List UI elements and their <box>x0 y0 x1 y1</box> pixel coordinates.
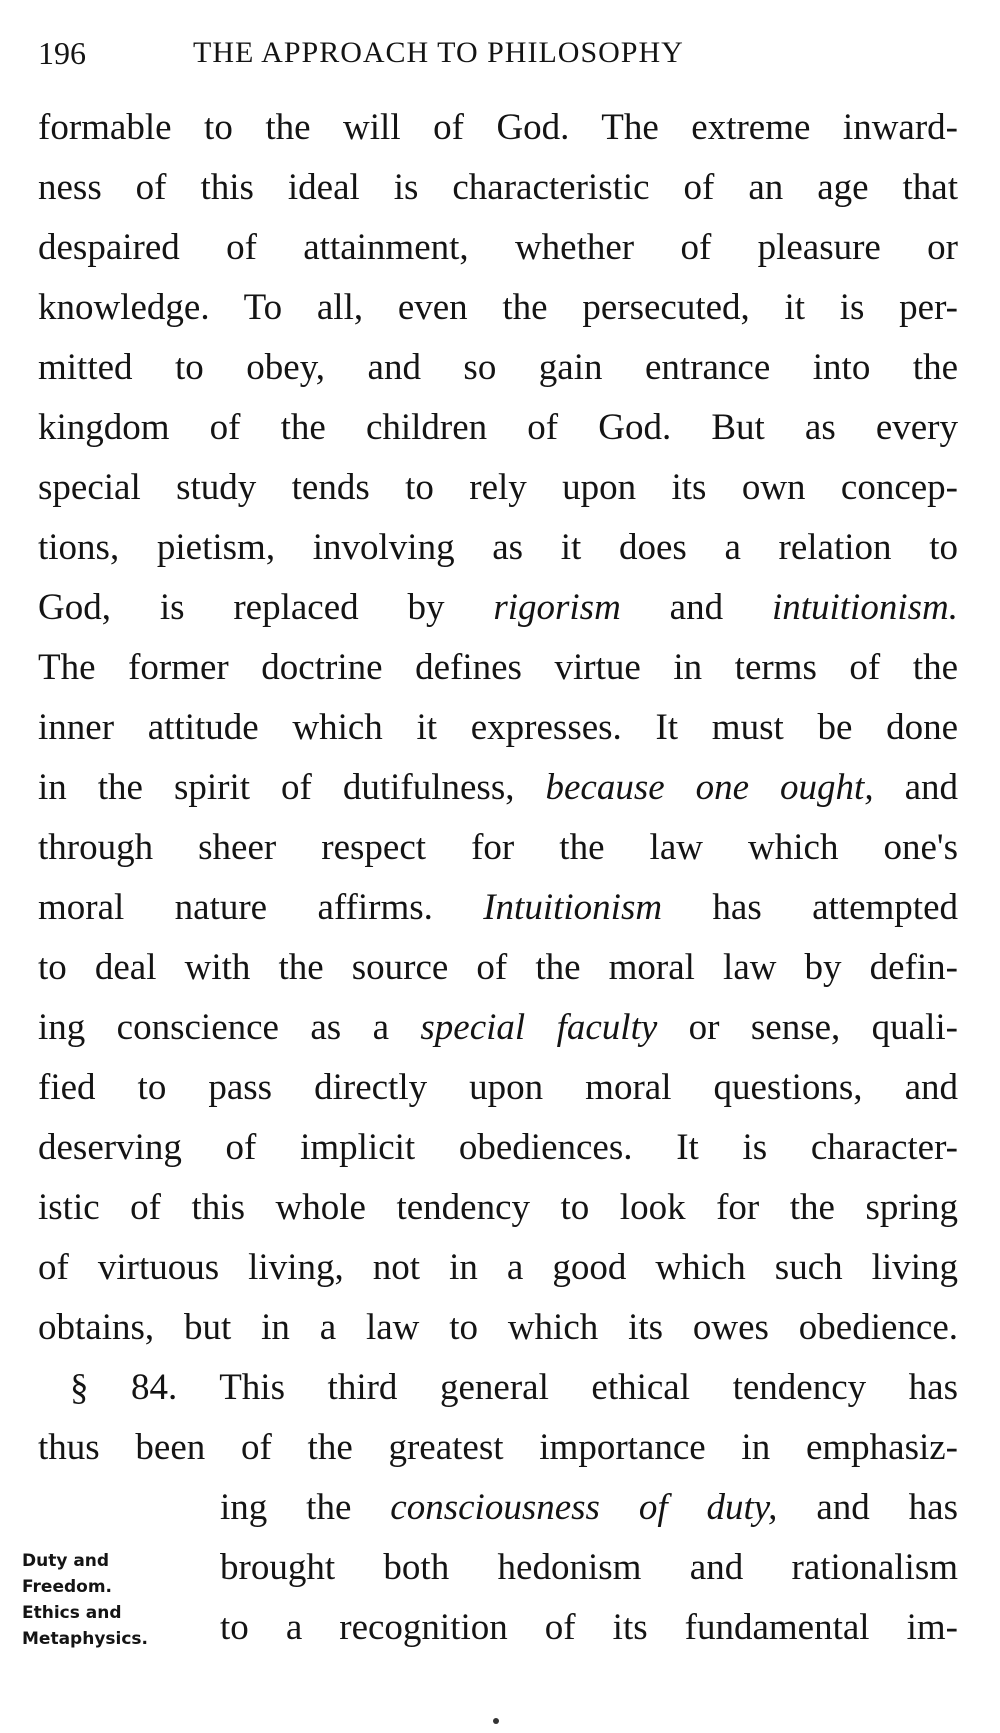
text-line: moral nature affirms. Intuitionism has attempted <box>38 887 958 928</box>
text-line: formable to the will of God. The extreme inward- <box>38 107 958 148</box>
margin-note-line: Duty and <box>22 1551 110 1571</box>
italic-term: consciousness of duty, <box>390 1487 778 1528</box>
text-line: tions, pietism, involving as it does a relation to <box>38 527 958 568</box>
text-line: to deal with the source of the moral law by defin- <box>38 947 958 988</box>
section-start-line: § 84. This third general ethical tendency has <box>70 1367 958 1408</box>
text-line: brought both hedonism and rationalism <box>220 1547 958 1588</box>
italic-term: special faculty <box>420 1007 658 1048</box>
text-line: fied to pass directly upon moral questions, and <box>38 1067 958 1108</box>
text-line: inner attitude which it expresses. It must be done <box>38 707 958 748</box>
margin-note-line: Ethics and <box>22 1603 122 1623</box>
text-line: knowledge. To all, even the persecuted, it is per- <box>38 287 958 328</box>
text-line: ing conscience as a special faculty or sense, quali- <box>38 1007 958 1048</box>
text-line: obtains, but in a law to which its owes obedience. <box>38 1307 958 1348</box>
body-text <box>38 98 958 1658</box>
margin-note <box>22 1548 182 1652</box>
text-line: God, is replaced by rigorism and intuitionism. <box>38 587 958 628</box>
text-line: thus been of the greatest importance in emphasiz- <box>38 1427 958 1468</box>
italic-term: Intuitionism <box>483 887 663 928</box>
text-line: special study tends to rely upon its own concep- <box>38 467 958 508</box>
page-header <box>38 28 958 78</box>
text-line: ness of this ideal is characteristic of an age that <box>38 167 958 208</box>
text-line: despaired of attainment, whether of pleasure or <box>38 227 958 268</box>
italic-term: intuitionism. <box>771 587 958 628</box>
text-line: The former doctrine defines virtue in terms of the <box>38 647 958 688</box>
print-mark <box>493 1718 499 1724</box>
text-line: istic of this whole tendency to look for the spring <box>38 1187 958 1228</box>
text-line: of virtuous living, not in a good which such living <box>38 1247 958 1288</box>
text-line: in the spirit of dutifulness, because one ought, and <box>38 767 958 808</box>
text-line: to a recognition of its fundamental im- <box>220 1607 958 1648</box>
page-number: 196 <box>38 35 86 71</box>
text-line: through sheer respect for the law which one's <box>38 827 958 868</box>
running-head: THE APPROACH TO PHILOSOPHY <box>193 36 684 69</box>
text-line: kingdom of the children of God. But as every <box>38 407 958 448</box>
text-line: deserving of implicit obediences. It is character- <box>38 1127 958 1168</box>
italic-term: rigorism <box>493 587 621 628</box>
italic-term: because one ought, <box>545 767 874 808</box>
text-line: mitted to obey, and so gain entrance into the <box>38 347 958 388</box>
margin-note-line: Freedom. <box>22 1577 112 1597</box>
text-line: ing the consciousness of duty, and has <box>220 1487 958 1528</box>
margin-note-line: Metaphysics. <box>22 1629 148 1649</box>
